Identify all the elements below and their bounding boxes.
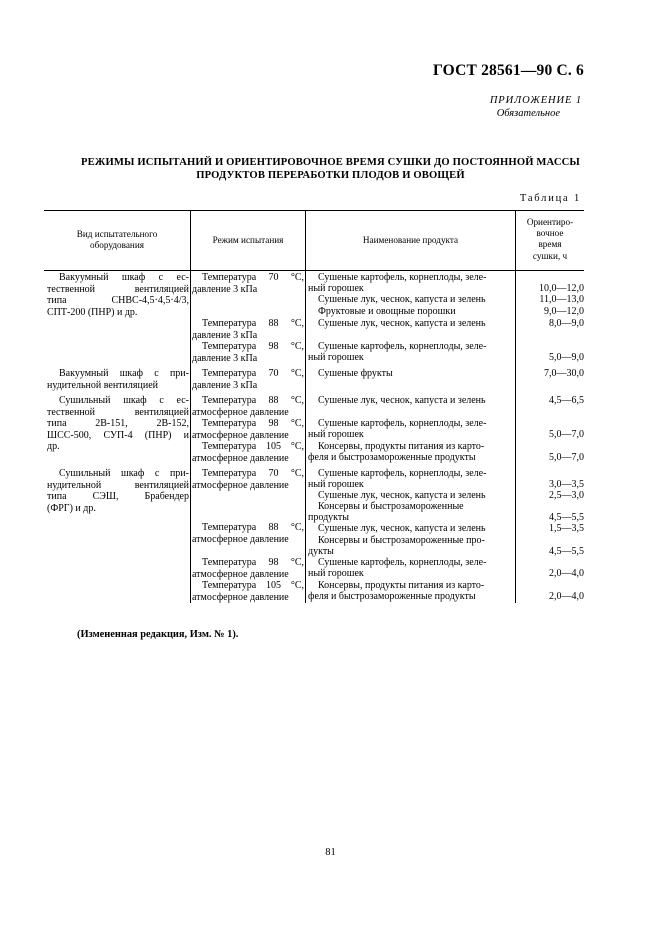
equipment-cell: Вакуумный шкаф с при- нудительной вентиляцией xyxy=(47,368,189,391)
mode-cell: Температура 70 °С, давление 3 кПа xyxy=(192,368,304,391)
column-header-time: Ориентиро- вочное время сушки, ч xyxy=(526,217,574,261)
table-label: Таблица 1 xyxy=(519,193,581,204)
column-header-product: Наименование продукта xyxy=(362,235,459,245)
amendment-note: (Измененная редакция, Изм. № 1). xyxy=(77,629,239,640)
product-line: Сушеные картофель, корнеплоды, зеле- xyxy=(318,557,487,568)
product-line: Сушеные лук, чеснок, капуста и зелень xyxy=(318,523,486,534)
product-line: Сушеные картофель, корнеплоды, зеле- xyxy=(318,341,487,352)
drying-time: 8,0—9,0 xyxy=(549,318,584,329)
table-top-rule xyxy=(44,210,584,211)
product-line: Консервы и быстрозамороженные про- xyxy=(318,535,485,546)
drying-time: 5,0—7,0 xyxy=(549,429,584,440)
drying-time: 2,0—4,0 xyxy=(549,591,584,602)
product-line: Сушеные лук, чеснок, капуста и зелень xyxy=(318,490,486,501)
title-line: ПРОДУКТОВ ПЕРЕРАБОТКИ ПЛОДОВ И ОВОЩЕЙ xyxy=(196,170,465,181)
drying-time: 5,0—9,0 xyxy=(549,352,584,363)
title-line: РЕЖИМЫ ИСПЫТАНИЙ И ОРИЕНТИРОВОЧНОЕ ВРЕМЯ СУШКИ ДО ПОСТОЯННОЙ МАССЫ xyxy=(81,157,580,168)
column-divider xyxy=(305,210,306,603)
product-line: Сушеные картофель, корнеплоды, зеле- xyxy=(318,272,487,283)
page-number: 81 xyxy=(325,847,336,858)
product-line: феля и быстрозамороженные продукты xyxy=(308,591,476,602)
mode-cell: Температура 105 °С, атмосферное давление xyxy=(192,441,304,464)
mode-cell: Температура 98 °С, атмосферное давление xyxy=(192,418,304,441)
product-line: Сушеные картофель, корнеплоды, зеле- xyxy=(318,418,487,429)
appendix-status: Обязательное xyxy=(496,108,560,119)
mode-cell: Температура 70 °С, давление 3 кПа xyxy=(192,272,304,295)
product-line: Сушеные картофель, корнеплоды, зеле- xyxy=(318,468,487,479)
product-line: Фруктовые и овощные порошки xyxy=(318,306,456,317)
column-divider xyxy=(190,210,191,603)
mode-cell: Температура 105 °С, атмосферное давление xyxy=(192,580,304,603)
product-line: ный горошек xyxy=(308,429,364,440)
product-line: ный горошек xyxy=(308,479,364,490)
table-header-rule xyxy=(44,270,584,271)
column-header-equipment: Вид испытательного оборудования xyxy=(76,229,158,251)
product-line: Сушеные лук, чеснок, капуста и зелень xyxy=(318,318,486,329)
drying-time: 2,5—3,0 xyxy=(549,490,584,501)
column-header-mode: Режим испытания xyxy=(212,235,284,245)
appendix-label: ПРИЛОЖЕНИЕ 1 xyxy=(489,95,582,106)
mode-cell: Температура 70 °С, атмосферное давление xyxy=(192,468,304,491)
document-reference: ГОСТ 28561—90 С. 6 xyxy=(432,62,584,79)
drying-time: 4,5—5,5 xyxy=(549,546,584,557)
drying-time: 9,0—12,0 xyxy=(544,306,584,317)
product-line: Консервы, продукты питания из карто- xyxy=(318,441,485,452)
product-line: ный горошек xyxy=(308,283,364,294)
drying-time: 11,0—13,0 xyxy=(539,294,584,305)
drying-time: 7,0—30,0 xyxy=(544,368,584,379)
drying-time: 3,0—3,5 xyxy=(549,479,584,490)
mode-cell: Температура 88 °С, давление 3 кПа xyxy=(192,318,304,341)
product-line: дукты xyxy=(308,546,334,557)
drying-time: 1,5—3,5 xyxy=(549,523,584,534)
product-line: Сушеные лук, чеснок, капуста и зелень xyxy=(318,294,486,305)
product-line: ный горошек xyxy=(308,352,364,363)
product-line: ный горошек xyxy=(308,568,364,579)
product-line: Консервы, продукты питания из карто- xyxy=(318,580,485,591)
drying-time: 10,0—12,0 xyxy=(539,283,584,294)
product-line: Сушеные фрукты xyxy=(318,368,393,379)
drying-time: 4,5—5,5 xyxy=(549,512,584,523)
document-title xyxy=(40,156,621,182)
equipment-cell: Сушильный шкаф с при- нудительной вентиляцией типа СЭШ, Брабендер (ФРГ) и др. xyxy=(47,468,189,514)
drying-time: 4,5—6,5 xyxy=(549,395,584,406)
product-line: Консервы и быстрозамороженные xyxy=(318,501,464,512)
mode-cell: Температура 98 °С, давление 3 кПа xyxy=(192,341,304,364)
product-line: феля и быстрозамороженные продукты xyxy=(308,452,476,463)
product-line: продукты xyxy=(308,512,349,523)
mode-cell: Температура 88 °С, атмосферное давление xyxy=(192,395,304,418)
equipment-cell: Вакуумный шкаф с ес- тественной вентиляцией типа СНВС-4,5·4,5·4/3, СПТ-200 (ПНР) и др. xyxy=(47,272,189,318)
mode-cell: Температура 88 °С, атмосферное давление xyxy=(192,522,304,545)
product-line: Сушеные лук, чеснок, капуста и зелень xyxy=(318,395,486,406)
equipment-cell: Сушильный шкаф с ес- тественной вентиляцией типа 2В-151, 2В-152, ШСС-500, СУП-4 (ПНР) и др. xyxy=(47,395,189,452)
drying-time: 2,0—4,0 xyxy=(549,568,584,579)
drying-time: 5,0—7,0 xyxy=(549,452,584,463)
mode-cell: Температура 98 °С, атмосферное давление xyxy=(192,557,304,580)
